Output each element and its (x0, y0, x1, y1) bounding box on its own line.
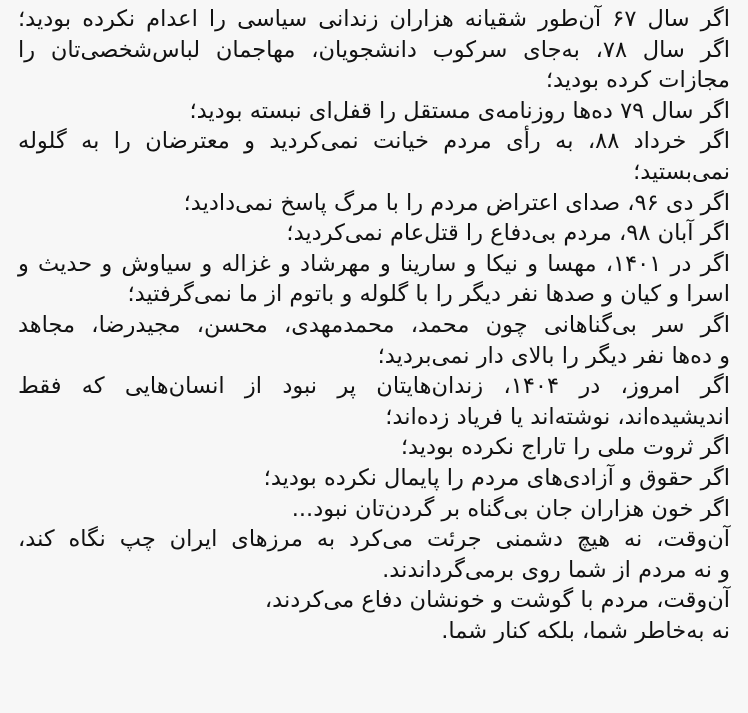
poem-text (18, 4, 730, 646)
text-line: اگر سال ۶۷ آن‌طور شقیانه هزاران زندانی سیاسی را اعدام نکرده بودید؛ (18, 6, 730, 32)
text-line: آن‌وقت، مردم با گوشت و خونشان دفاع می‌کردند، (264, 587, 730, 614)
text-line: نمی‌بستید؛ (633, 158, 730, 185)
text-line: اگر در ۱۴۰۱، مهسا و نیکا و سارینا و مهرشاد و غزاله و سیاوش و حدیث و (18, 250, 730, 277)
text-line: اگر خرداد ۸۸، به رأی مردم خیانت نمی‌کردید و معترضان را به گلوله (18, 128, 730, 155)
text-line: و نه مردم از شما روی برمی‌گرداندند. (382, 556, 730, 583)
text-line: اگر دی ۹۶، صدای اعتراض مردم را با مرگ پاسخ نمی‌دادید؛ (183, 189, 730, 216)
text-line: اگر امروز، در ۱۴۰۴، زندان‌هایتان پر نبود از انسان‌هایی که فقط (18, 373, 730, 400)
text-line: اگر حقوق و آزادی‌های مردم را پایمال نکرده بودید؛ (263, 464, 730, 491)
text-line: اندیشیده‌اند، نوشته‌اند یا فریاد زده‌اند؛ (385, 403, 730, 430)
text-line: اگر سال ۷۸، به‌جای سرکوب دانشجویان، مهاجمان لباس‌شخصی‌تان را (18, 36, 730, 63)
text-line: اگر سر بی‌گناهانی چون محمد، محمدمهدی، محسن، مجیدرضا، مجاهد (18, 311, 730, 338)
text-line: آن‌وقت، نه هیچ دشمنی جرئت می‌کرد به مرزهای ایران چپ نگاه کند، (18, 526, 730, 553)
text-line: اگر آبان ۹۸، مردم بی‌دفاع را قتل‌عام نمی‌کردید؛ (286, 220, 730, 247)
text-line: اگر ثروت ملی را تاراج نکرده بودید؛ (400, 434, 730, 461)
text-line: مجازات کرده بودید؛ (545, 67, 730, 94)
text-line: اسرا و کیان و صدها نفر دیگر را با گلوله و باتوم از ما نمی‌گرفتید؛ (127, 281, 730, 308)
text-line: اگر خون هزاران جان بی‌گناه بر گردن‌تان نبود... (291, 495, 730, 522)
text-line: اگر سال ۷۹ ده‌ها روزنامه‌ی مستقل را قفل‌ای نبسته بودید؛ (189, 97, 730, 124)
text-line: نه به‌خاطر شما، بلکه کنار شما. (441, 617, 730, 644)
text-line: و ده‌ها نفر دیگر را بالای دار نمی‌بردید؛ (377, 342, 730, 369)
